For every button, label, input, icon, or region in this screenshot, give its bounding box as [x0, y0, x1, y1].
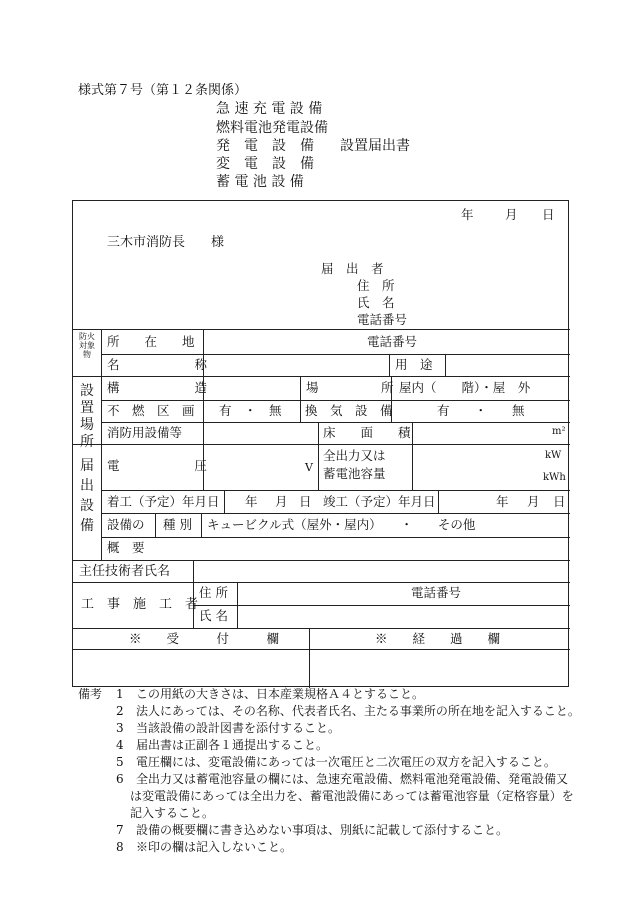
voltage-label: 電 圧	[107, 458, 208, 473]
title-line-3: 発 電 設 備	[216, 138, 314, 154]
date-month: 月	[505, 207, 518, 222]
date-day: 日	[542, 207, 555, 222]
applicant-address-label: 住 所	[357, 278, 395, 293]
type-options: キュービクル式（屋外・屋内） ・ その他	[207, 517, 476, 532]
floor-area-label: 床 面 積	[323, 425, 411, 440]
type-label-b: 種 別	[163, 517, 192, 532]
type-label-a: 設備の	[107, 517, 145, 532]
start-date-label: 着工（予定）年月日	[107, 494, 220, 509]
indoor-outdoor-options: 屋内（ 階）・屋 外	[399, 380, 531, 395]
note-text: 当該設備の設計図書を添付すること。	[136, 721, 341, 735]
note-number: 2	[116, 704, 124, 718]
fire-object-label: 防火対象物	[79, 332, 95, 359]
complete-month: 月	[527, 494, 540, 509]
notified-equipment-label: 届出設備	[80, 458, 94, 534]
kwh-unit: kWh	[543, 472, 566, 483]
structure-label: 構 造	[107, 380, 208, 395]
capacity-label: 蓄電池容量	[323, 466, 386, 481]
area-unit: m²	[552, 426, 566, 437]
contractor-address-label: 住 所	[199, 585, 228, 600]
start-month: 月	[275, 494, 288, 509]
contractor-label: 工 事 施 工 者	[81, 597, 199, 612]
summary-label: 概 要	[107, 540, 145, 555]
start-year: 年	[245, 494, 258, 509]
note-text: ※印の欄は記入しないこと。	[136, 840, 293, 854]
note-text: 設備の概要欄に書き込めない事項は、別紙に記載して添付すること。	[136, 823, 509, 837]
note-text: この用紙の大きさは、日本産業規格Ａ４とすること。	[136, 687, 425, 701]
notes-header: 備考	[78, 687, 103, 701]
applicant-label: 届 出 者	[321, 261, 384, 276]
contractor-phone-label: 電話番号	[411, 585, 462, 600]
progress-label: ※ 経 過 欄	[375, 631, 501, 646]
use-label: 用 途	[395, 357, 433, 372]
applicant-phone-label: 電話番号	[357, 312, 408, 327]
fireproof-label: 不 燃 区 画	[107, 403, 195, 418]
note-number: 4	[116, 738, 124, 752]
complete-date-label: 竣工（予定）年月日	[323, 494, 436, 509]
voltage-unit: V	[305, 461, 313, 474]
form-id: 様式第７号（第１２条関係）	[78, 83, 248, 98]
note-text: は変電設備にあっては全出力を、蓄電池設備にあっては蓄電池容量（定格容量）を	[130, 789, 574, 803]
note-text: 全出力又は蓄電池容量の欄には、急速充電設備、燃料電池発電設備、発電設備又	[136, 772, 569, 786]
complete-day: 日	[553, 494, 566, 509]
applicant-name-label: 氏 名	[357, 295, 395, 310]
reception-label: ※ 受 付 欄	[129, 631, 280, 646]
note-text: 電圧欄には、変電設備にあっては一次電圧と二次電圧の双方を記入すること。	[136, 755, 556, 769]
complete-year: 年	[496, 494, 509, 509]
note-number: 7	[116, 823, 124, 837]
place-label: 場 所	[306, 380, 394, 395]
title-line-4: 変 電 設 備	[216, 156, 314, 172]
fire-equipment-label: 消防用設備等	[107, 425, 183, 440]
note-text: 法人にあっては、その名称、代表者氏名、主たる事業所の所在地を記入すること。	[136, 704, 580, 718]
note-number: 1	[116, 687, 124, 701]
contractor-name-label: 氏 名	[199, 608, 228, 623]
title-line-2: 燃料電池発電設備	[216, 120, 328, 136]
title-suffix: 設置届出書	[340, 138, 410, 154]
kw-unit: kW	[545, 450, 562, 461]
note-number: 5	[116, 755, 124, 769]
start-day: 日	[299, 494, 312, 509]
title-line-5: 蓄 電 池 設 備	[216, 174, 304, 190]
location-label: 所 在 地	[107, 334, 195, 349]
ventilation-yes-no: 有 ・ 無	[437, 403, 525, 418]
addressee: 三木市消防長 様	[107, 235, 225, 250]
note-text: 届出書は正副各１通提出すること。	[136, 738, 329, 752]
title-line-1: 急 速 充 電 設 備	[216, 101, 323, 117]
form-table	[72, 200, 569, 687]
note-number: 3	[116, 721, 124, 735]
install-place-label: 設置場所	[80, 383, 94, 450]
output-label: 全出力又は	[323, 448, 386, 463]
note-number: 6	[116, 772, 124, 786]
ventilation-label: 換 気 設 備	[305, 403, 393, 418]
fireproof-yes-no: 有 ・ 無	[219, 403, 282, 418]
name-label: 名 称	[107, 357, 208, 372]
note-text: 記入すること。	[130, 806, 215, 820]
chief-engineer-label: 主任技術者氏名	[79, 564, 171, 579]
location-phone-label: 電話番号	[367, 334, 418, 349]
date-year: 年	[461, 207, 474, 222]
note-number: 8	[116, 840, 124, 854]
